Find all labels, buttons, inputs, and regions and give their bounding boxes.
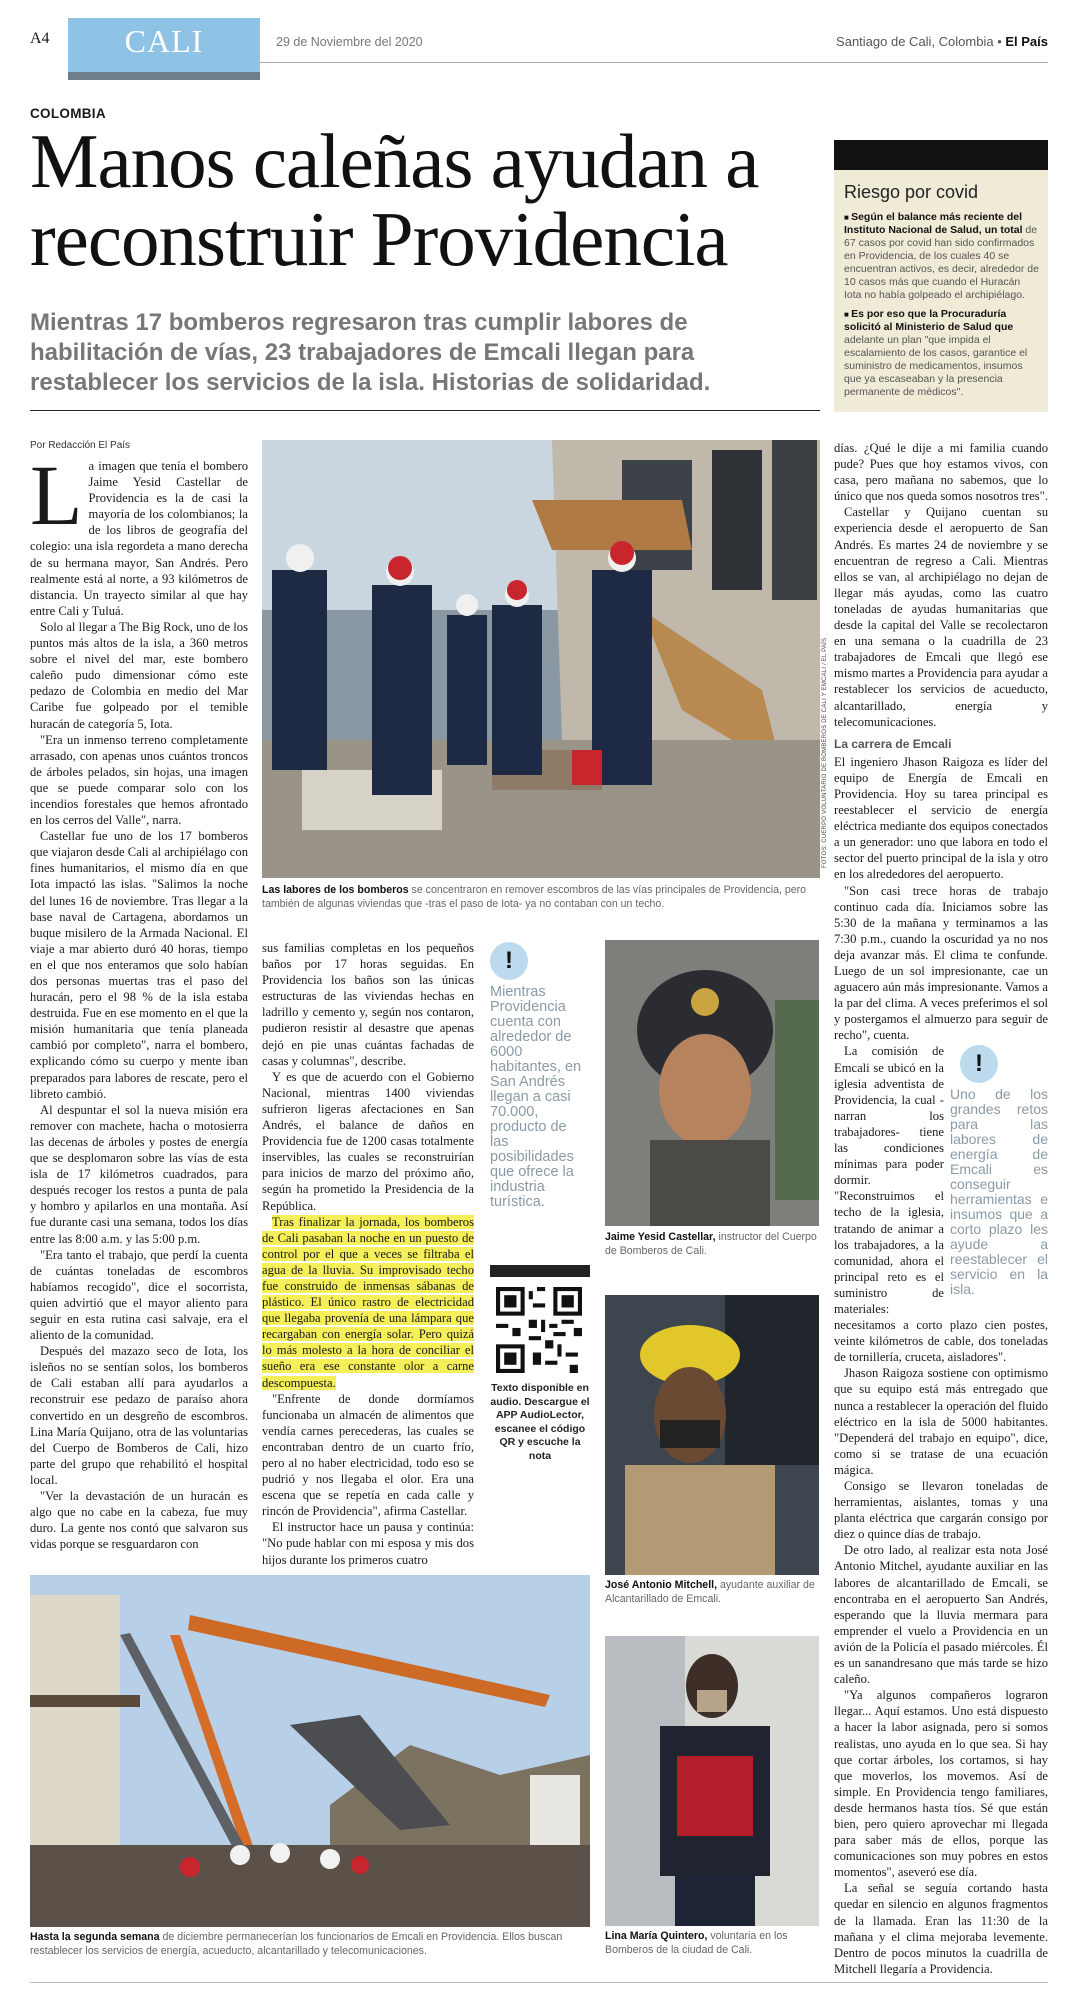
- paragraph: Jhason Raigoza sostiene con optimismo que su equipo está más entregado que nunca a restablecer la operación del fluido eléctrico en la isla de 5000 habitantes. "Dependerá del trabajo en equipo", dice, como si se tratase de una ecuación mágica.: [834, 1366, 1048, 1477]
- pull-quote-1: Mientras Providencia cuenta con alrededor de 6000 habitantes, en San Andrés llegan a casi 70.000, producto de las posibilidades que ofrece la industria turística.: [490, 984, 582, 1210]
- paragraph: Castellar y Quijano cuentan su experiencia desde el aeropuerto de San Andrés. Es martes 24 de noviembre y se encuentran de regreso a Cali. Mientras ellos se van, al archipiélago no dejan de llegar más ayudas, como las cuatro toneladas de ayudas humanitarias que desde la capital del Valle se recolectaron en una semana o la cuadrilla de 23 trabajadores de Emcali que llegó ese mismo martes a Providencia para ayudar a restablecer los servicios de acueducto, alcantarillado, energía y telecomunicaciones.: [834, 505, 1049, 729]
- kicker: COLOMBIA: [30, 106, 106, 121]
- jaime-photo: [605, 940, 819, 1226]
- column-1: [30, 447, 248, 1552]
- paragraph: De otro lado, al realizar esta nota José Antonio Mitchel, ayudante auxiliar en las labores de alcantarillado de Emcali, se encontraba en el aeropuerto San Andrés, esperando que la lluvia mermara para emprender el vuelo a Providencia en un avión de la Policía el pasado miércoles. Él es un sanandresano que más tarde se hizo caleño.: [834, 1543, 1048, 1687]
- jose-photo: [605, 1295, 819, 1575]
- sidebar-item: ■ Es por eso que la Procuraduría solicitó al Ministerio de Salud que adelante un plan "que impida el escalamiento de los casos, garantice el suministro de medicamentos, insumos que ya escaseaban y la presencia permanente de médicos".: [844, 308, 1028, 398]
- deck-rule: [30, 410, 820, 411]
- paragraph: "Era un inmenso terreno completamente arrasado, con apenas unos cuántos troncos de árboles pelados, sin hojas, una imagen que se puede comparar solo con los incendios forestales que hemos afrontado en los cerros del Valle", narra.: [30, 732, 248, 828]
- jose-caption: José Antonio Mitchell, ayudante auxiliar de Alcantarillado de Emcali.: [605, 1579, 815, 1605]
- paragraph: Consigo se llevaron toneladas de herramientas, aislantes, tomas y una planta eléctrica que cargarán consigo por diez o quince días de trabajo.: [834, 1479, 1048, 1542]
- sidebar-title: Riesgo por covid: [844, 182, 979, 202]
- crane-caption: Hasta la segunda semana de diciembre permanecerían los funcionarios de Emcali en Providencia. Ellos buscan restablecer los servicios de energía, acueducto, alcantarillado y telecomunicaciones.: [30, 1931, 563, 1957]
- lina-photo: [605, 1636, 819, 1926]
- qr-code[interactable]: [496, 1287, 582, 1373]
- subheading: La carrera de Emcali: [834, 736, 952, 751]
- paragraph: La comisión de Emcali se ubicó en la iglesia adventista de Providencia, la cual -narran los trabajadores- tiene las condiciones mínimas para poder dormir. "Reconstruimos el techo de la iglesia, tratando de animar a los trabajadores, a la comunidad, ahora el principal reto es el suministro de materiales: necesitamos a corto plazo cien postes, veinte kilómetros de cable, dos toneladas de tornillería, cruceta, aisladores".: [834, 1044, 1048, 1365]
- paragraph: "Son casi trece horas de trabajo continuo cada día. Iniciamos sobre las 5:30 de la mañana y terminamos a las 7:30 p.m., cuando la oscuridad ya no nos deja avanzar más. El clima te confunde. Luego de un sol impresionante, cae un aguacero aún más impresionante. Vamos a la par del clima. A veces preferimos el sol y postergamos el almuerzo para seguir de recho", cuenta.: [834, 883, 1048, 1043]
- jaime-caption: Jaime Yesid Castellar, instructor del Cuerpo de Bomberos de Cali.: [605, 1231, 817, 1257]
- paragraph: días. ¿Qué le dije a mi familia cuando pude? Pues que hoy estamos vivos, con casa, pero mañana no sabemos, que lo único que nos queda somos nosotros tres".: [834, 441, 1048, 504]
- firefighters-scene: [262, 440, 820, 878]
- crane-scene: [30, 1575, 590, 1927]
- exclamation-icon: !: [490, 942, 528, 980]
- qr-bar: [490, 1265, 590, 1277]
- drop-cap: L: [30, 447, 83, 543]
- paragraph: Al despuntar el sol la nueva misión era remover con machete, hacha o motosierra las decenas de árboles y postes de energía que se desplomaron sobre las vías de esta isla de 17 kilómetros cuadrados, para después recoger los restos a punta de pala y hombro y apilarlos en una montaña. Así fue durante casi una semana, todos los días entre las 8:00 a.m. y las 5:00 p.m.: [30, 1102, 248, 1246]
- paragraph: El instructor hace un pausa y continúa: "No pude hablar con mi esposa y mis dos hijos durante los primeros cuatro: [262, 1520, 474, 1567]
- main-caption: Las labores de los bomberos se concentraron en remover escombros de las vías principales de Providencia, pero también de algunas viviendas que -tras el paso de Iota- ya no contaban con un techo.: [262, 884, 807, 910]
- paragraph: "Ya algunos compañeros lograron llegar... Aquí estamos. Uno está dispuesto a hacer la labor asignada, pero si somos realistas, uno ayuda en lo que sea. Si hay que cortar árboles, los cortamos, si hay que moverlos, los movemos. Así de simple. En Providencia tengo familiares, desde hermanos hasta tíos. Sé que están bien, pero quiero aprovechar mi llegada para saber más de ellos, porque las comunicaciones son muy pobres en estos momentos", aseveró ese día.: [834, 1688, 1048, 1880]
- paragraph: "Era tanto el trabajo, que perdí la cuenta de cuántas toneladas de escombros habíamos recogido", dice el socorrista, quien advirtió que el mayor aliento para seguir en esta rutina casi salvaje, era el aliento de la comunidad.: [30, 1247, 248, 1343]
- qr-code-icon: [496, 1287, 582, 1373]
- paragraph: "Enfrente de donde dormíamos funcionaba un almacén de alimentos que vendía carnes perecederas, las cuales se encontraban dentro de un cuarto frío, pero al no haber electricidad, todo eso se pudrió y nos llegaba el olor. Era una escena que se repetía en cada calle y rincón de Providencia", afirma Castellar.: [262, 1391, 474, 1519]
- highlighted-paragraph: Tras finalizar la jornada, los bomberos de Cali pasaban la noche en un puesto de control por el que a veces se filtraba el agua de la lluvia. Su improvisado techo fue construido de inmensas sábanas de plástico. El único rastro de electricidad que llegaba provenía de una lámpara que recargaban con energía solar. Pero quizá lo más molesto a la hora de conciliar el sueño era ese constante olor a carne descompuesta.: [262, 1214, 474, 1390]
- firefighters-photo: [262, 440, 820, 878]
- paragraph: a imagen que tenía el bombero Jaime Yesid Castellar de Providencia es la de casi la mayoría de los colombianos; la de los libros de geografía del colegio: una isla regordeta a mano derecha de su hermana mayor, San Andrés. Pero realmente está al norte, a 93 kilómetros de distancia. Un trayecto similar al que hay entre Cali y Tuluá.: [30, 459, 248, 618]
- pull-quote-2: Uno de los grandes retos para las labores de energía de Emcali es conseguir herramientas e insumos que a corto plazo les ayude a reestablecer el servicio en la isla.: [950, 1086, 1048, 1298]
- exclamation-icon: !: [960, 1045, 998, 1083]
- column-4: [834, 440, 1048, 1977]
- column-2: [262, 940, 474, 1568]
- page-number: A4: [30, 30, 50, 47]
- covid-sidebar: [834, 140, 1048, 412]
- paragraph: La señal se seguía cortando hasta quedar en silencio en algunos fragmentos de la llamada. Eran las 11:30 de la mañana y el clima mejoraba levemente. Dentro de pocos minutos la cuadrilla de Mitchell llegaría a Providencia.: [834, 1881, 1048, 1976]
- paragraph: Después del mazazo seco de Iota, los isleños no se sentían solos, los bomberos de Cali estaban allí para ayudarlos a reconstruir ese pedazo de paraíso ahora convertido en un desgreño de escombros. Lina María Quijano, otra de las voluntarias del Cuerpo de Bomberos de Cali, hizo parte del grupo que rehabilitó el hospital local.: [30, 1344, 248, 1487]
- paragraph: sus familias completas en los pequeños baños por 17 horas seguidas. En Providencia los baños son las únicas estructuras de las viviendas hechas en ladrillo y cemento y, según nos contaron, pudieron resistir al desastre que apenas dejó en pie unas cuántas fachadas de casas y columnas", describe.: [262, 941, 474, 1068]
- jose-portrait: [605, 1295, 819, 1575]
- header-date: 29 de Noviembre del 2020: [276, 35, 423, 49]
- paragraph: El ingeniero Jhason Raigoza es líder del equipo de Energía de Emcali en Providencia. Hoy su tarea principal es reestablecer el servicio de energía eléctrica mediante dos equipos conectados a un generador: uno que labora en todo el sector del puerto principal de la isla y otro en los alrededores del aeropuerto.: [834, 754, 1049, 882]
- paragraph: "Ver la devastación de un huracán es algo que no cabe en la cabeza, fue muy duro. La gente nos contó que salvaron sus vidas porque se resguardaron con: [30, 1489, 248, 1552]
- header-paper: El País: [1005, 34, 1048, 49]
- sidebar-bar: [834, 140, 1048, 170]
- sidebar-item: ■ Según el balance más reciente del Instituto Nacional de Salud, un total de 67 casos por covid han sido confirmados en Providencia, de los cuales 40 se encuentran activos, es decir, alrededor de 10 casos más que cuando el Huracán Iota no había golpeado el archipiélago.: [844, 211, 1039, 301]
- lina-portrait: [605, 1636, 819, 1926]
- qr-text: Texto disponible en audio. Descargue el APP AudioLector, escanee el código QR y escuche la nota: [490, 1382, 590, 1462]
- crane-photo: [30, 1575, 590, 1927]
- paragraph: Solo al llegar a The Big Rock, uno de los puntos más altos de la isla, a 360 metros sobre el nivel del mar, este bombero caleño pudo dimensionar cómo este pedazo de Colombia en medio del Mar Caribe fue golpeado por el temible huracán de categoría 5, Iota.: [30, 619, 248, 731]
- header-rule: [260, 62, 1048, 63]
- header-city: Santiago de Cali, Colombia •: [836, 34, 1006, 49]
- lina-caption: Lina María Quintero, voluntaria en los Bomberos de la ciudad de Cali.: [605, 1930, 788, 1956]
- jaime-portrait: [605, 940, 819, 1226]
- section-title: CALI: [124, 23, 204, 59]
- byline: Por Redacción El País: [30, 440, 131, 451]
- header-location: [836, 34, 1048, 49]
- deck: Mientras 17 bomberos regresaron tras cumplir labores de habilitación de vías, 23 trabajadores de Emcali llegan para restablecer los servicios de la isla. Historias de solidaridad.: [30, 309, 711, 396]
- pull-quote-2-box: [950, 1045, 1048, 1297]
- photo-credit: FOTOS: CUERPO VOLUNTARIO DE BOMBEROS DE CALI Y EMCALI / EL PAÍS: [822, 637, 828, 868]
- footer-rule: [30, 1982, 1048, 1983]
- paragraph: Y es que de acuerdo con el Gobierno Nacional, mientras 1400 viviendas sufrieron ligeras afectaciones en San Andrés, el balance de daños en Providencia fue de 1200 casas totalmente inservibles, las cuales se reconstruirían para inicios de marzo del próximo año, según ha prometido la Presidencia de la República.: [262, 1069, 474, 1213]
- headline: Manos caleñas ayudan a reconstruir Providencia: [30, 118, 759, 282]
- section-tab: [68, 18, 260, 80]
- paragraph: Castellar fue uno de los 17 bomberos que viajaron desde Cali al archipiélago con fines humanitarios, el mismo día en que Iota impactó las islas. "Salimos la noche del lunes 16 de noviembre. Tras llegar a la base naval de Cartagena, abordamos un buque misilero de la Armada Nacional. El viaje a mar abierto duró 40 horas, tiempo en el que nos enteramos que solo habían dos personas muertas tras el paso del huracán, pero el 98 % de la isla estaba destruida. Fue en ese momento en el que la misión humanitaria que tenía planeada cambió por completo", narra el bombero, explicando cómo su cuerpo y mente iban preparados para labores de rescate, pero el libreto cambió.: [30, 829, 248, 1101]
